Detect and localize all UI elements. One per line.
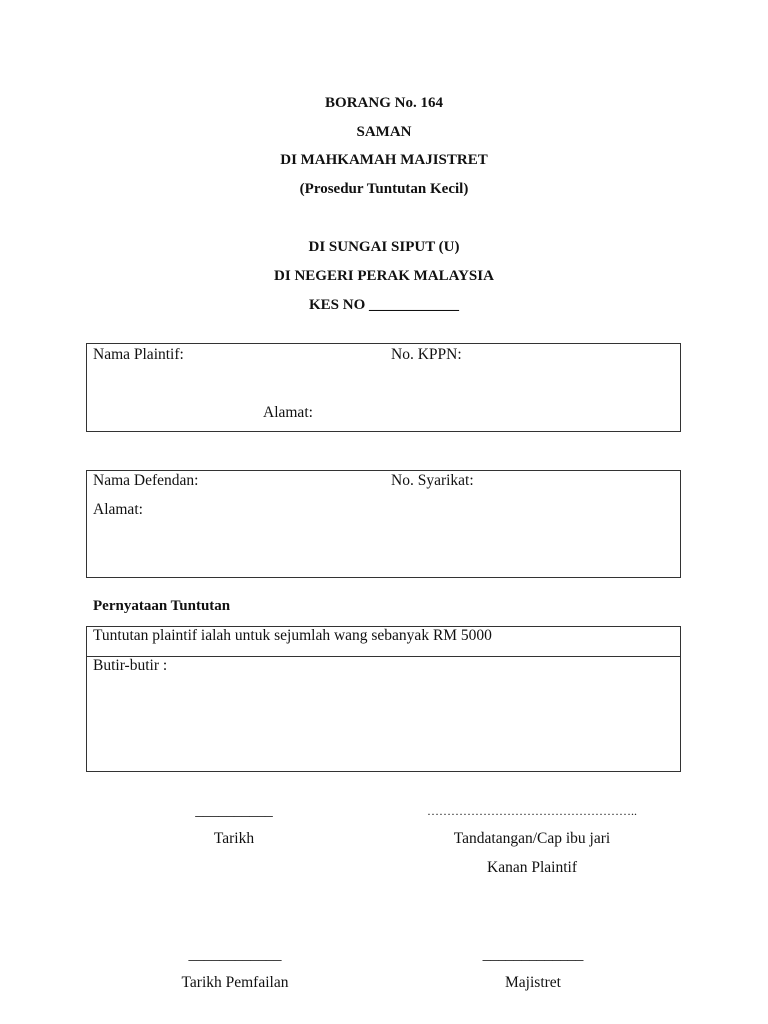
claim-particulars-label: Butir-butir :: [93, 657, 168, 674]
filing-date-line: ____________: [188, 946, 282, 963]
defendant-box: [86, 470, 681, 578]
document-type: SAMAN: [356, 124, 412, 140]
magistrate-line: _____________: [482, 946, 584, 963]
claim-section-title: Pernyataan Tuntutan: [93, 598, 231, 614]
form-number: BORANG No. 164: [325, 95, 443, 111]
defendant-name-label: Nama Defendan:: [93, 472, 199, 489]
plaintiff-address-label: Alamat:: [263, 404, 313, 421]
court-state: DI NEGERI PERAK MALAYSIA: [274, 268, 494, 284]
date-line: __________: [195, 802, 273, 819]
court-name: DI MAHKAMAH MAJISTRET: [280, 152, 488, 168]
claim-statement: Tuntutan plaintif ialah untuk sejumlah wang sebanyak RM 5000: [93, 627, 492, 644]
signature-label-right-thumb: Kanan Plaintif: [487, 859, 577, 876]
plaintiff-name-label: Nama Plaintif:: [93, 346, 184, 363]
defendant-company-label: No. Syarikat:: [391, 472, 474, 489]
court-location: DI SUNGAI SIPUT (U): [308, 239, 460, 255]
procedure-note: (Prosedur Tuntutan Kecil): [299, 181, 469, 197]
defendant-address-label: Alamat:: [93, 501, 143, 518]
date-label: Tarikh: [213, 830, 255, 847]
signature-line: ……………………………………………..: [427, 804, 637, 818]
claim-divider: [87, 656, 680, 657]
filing-date-label: Tarikh Pemfailan: [181, 974, 289, 991]
claim-box: [86, 626, 681, 772]
signature-label: Tandatangan/Cap ibu jari: [453, 830, 611, 847]
magistrate-label: Majistret: [505, 974, 561, 991]
plaintiff-id-label: No. KPPN:: [391, 346, 462, 363]
plaintiff-box: [86, 343, 681, 432]
case-number: KES NO ____________: [308, 297, 459, 313]
